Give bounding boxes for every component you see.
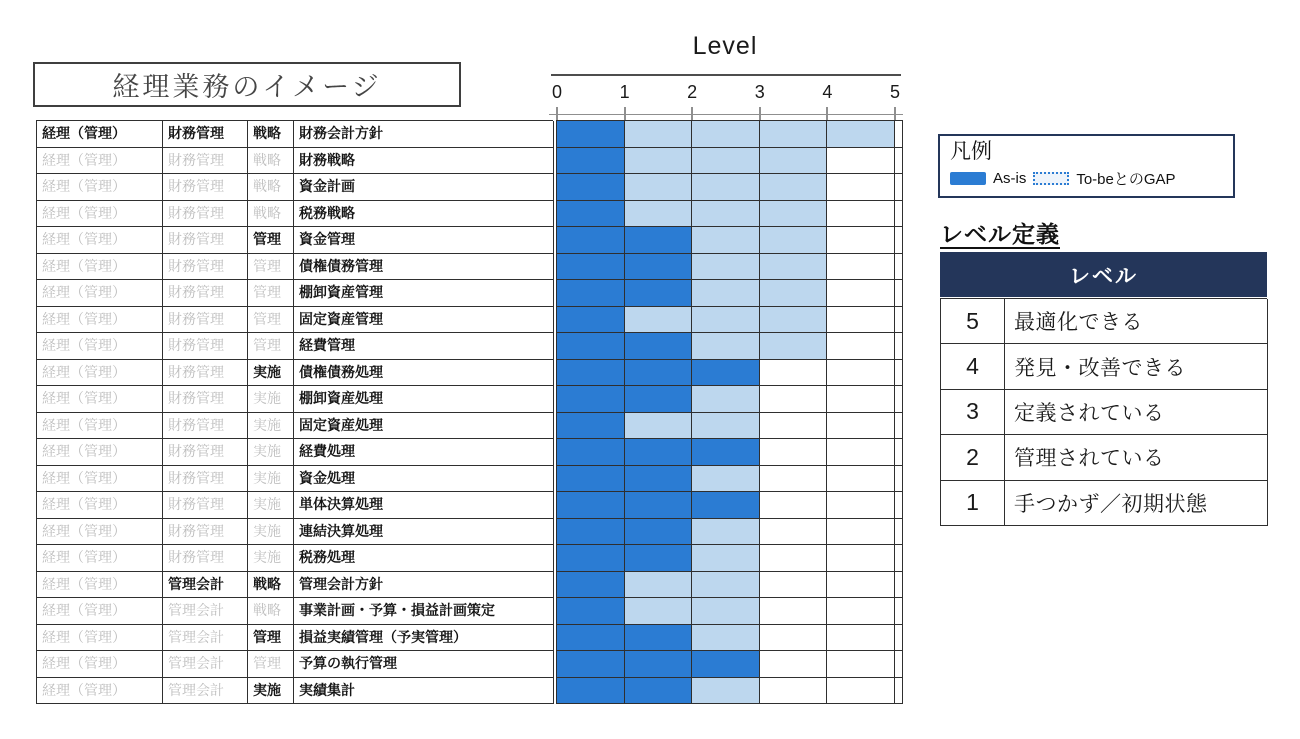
- table-cell-layer: 管理: [248, 307, 294, 334]
- to-be-gap-bar: [624, 174, 827, 200]
- table-cell-task: 資金処理: [294, 466, 554, 493]
- table-cell-layer: 実施: [248, 545, 294, 572]
- table-cell-dept: 経理（管理）: [37, 519, 163, 546]
- table-cell-layer: 実施: [248, 360, 294, 387]
- chart-row: [556, 201, 903, 228]
- legend-items: [950, 168, 1223, 189]
- table-cell-dept: 経理（管理）: [37, 466, 163, 493]
- axis-tick-label: 3: [754, 82, 765, 102]
- as-is-bar: [556, 651, 759, 677]
- axis-tick-mark: [691, 107, 693, 120]
- to-be-gap-bar: [691, 519, 759, 545]
- axis-tick-mark: [624, 107, 626, 120]
- chart-row: [556, 413, 903, 440]
- table-cell-dept: 経理（管理）: [37, 227, 163, 254]
- chart-axis-tick-line: [549, 114, 903, 115]
- as-is-bar: [556, 492, 759, 518]
- level-number: 5: [941, 299, 1005, 344]
- page-title-box: [33, 62, 461, 107]
- level-number: 2: [941, 435, 1005, 480]
- axis-tick-mark: [826, 107, 828, 120]
- chart-row: [556, 227, 903, 254]
- table-cell-division: 財務管理: [163, 254, 248, 281]
- level-definition-heading: レベル定義: [940, 221, 1060, 247]
- as-is-bar: [556, 598, 624, 624]
- table-cell-task: 実績集計: [294, 678, 554, 705]
- axis-tick-label: 4: [822, 82, 833, 102]
- table-cell-dept: 経理（管理）: [37, 678, 163, 705]
- table-cell-division: 財務管理: [163, 148, 248, 175]
- table-cell-division: 財務管理: [163, 413, 248, 440]
- table-cell-dept: 経理（管理）: [37, 280, 163, 307]
- axis-tick-mark: [556, 107, 558, 120]
- level-label: 定義されている: [1005, 390, 1268, 435]
- chart-row: [556, 280, 903, 307]
- table-cell-task: 財務戦略: [294, 148, 554, 175]
- table-cell-dept: 経理（管理）: [37, 439, 163, 466]
- as-is-bar: [556, 413, 624, 439]
- to-be-gap-bar: [624, 201, 827, 227]
- table-cell-dept: 経理（管理）: [37, 492, 163, 519]
- table-cell-task: 財務会計方針: [294, 121, 554, 148]
- table-cell-layer: 管理: [248, 625, 294, 652]
- table-cell-division: 管理会計: [163, 678, 248, 705]
- chart-row: [556, 545, 903, 572]
- as-is-bar: [556, 439, 759, 465]
- level-label: 手つかず／初期状態: [1005, 481, 1268, 526]
- to-be-gap-bar: [691, 545, 759, 571]
- table-cell-layer: 管理: [248, 651, 294, 678]
- chart-row: [556, 651, 903, 678]
- chart-grid-line: [759, 121, 760, 704]
- table-cell-dept: 経理（管理）: [37, 598, 163, 625]
- table-cell-layer: 戦略: [248, 121, 294, 148]
- table-cell-division: 財務管理: [163, 201, 248, 228]
- level-number: 1: [941, 481, 1005, 526]
- as-is-bar: [556, 360, 759, 386]
- table-cell-task: 固定資産管理: [294, 307, 554, 334]
- table-cell-layer: 実施: [248, 492, 294, 519]
- chart-grid-line: [894, 121, 895, 704]
- table-cell-task: 債権債務処理: [294, 360, 554, 387]
- chart-row: [556, 466, 903, 493]
- table-cell-task: 管理会計方針: [294, 572, 554, 599]
- table-cell-dept: 経理（管理）: [37, 148, 163, 175]
- table-cell-division: 管理会計: [163, 651, 248, 678]
- table-cell-division: 財務管理: [163, 439, 248, 466]
- to-be-gap-bar: [691, 466, 759, 492]
- chart-row: [556, 386, 903, 413]
- table-cell-dept: 経理（管理）: [37, 333, 163, 360]
- chart-grid-line: [826, 121, 827, 704]
- as-is-bar: [556, 307, 624, 333]
- chart-grid-line: [691, 121, 692, 704]
- chart-row: [556, 307, 903, 334]
- table-cell-task: 資金計画: [294, 174, 554, 201]
- to-be-gap-bar: [691, 386, 759, 412]
- table-cell-layer: 戦略: [248, 572, 294, 599]
- axis-tick-label: 2: [687, 82, 698, 102]
- level-label: 発見・改善できる: [1005, 344, 1268, 389]
- table-cell-layer: 実施: [248, 413, 294, 440]
- table-cell-division: 財務管理: [163, 227, 248, 254]
- as-is-bar: [556, 201, 624, 227]
- level-label: 管理されている: [1005, 435, 1268, 480]
- table-cell-division: 財務管理: [163, 519, 248, 546]
- axis-tick-label: 5: [889, 82, 900, 102]
- level-number: 3: [941, 390, 1005, 435]
- table-cell-division: 財務管理: [163, 545, 248, 572]
- table-cell-task: 棚卸資産処理: [294, 386, 554, 413]
- level-definition-table: [940, 252, 1267, 526]
- table-cell-dept: 経理（管理）: [37, 625, 163, 652]
- chart-row: [556, 121, 903, 148]
- table-cell-task: 損益実績管理（予実管理）: [294, 625, 554, 652]
- table-cell-division: 財務管理: [163, 280, 248, 307]
- chart-row: [556, 333, 903, 360]
- as-is-bar: [556, 121, 624, 147]
- as-is-bar: [556, 148, 624, 174]
- table-cell-layer: 実施: [248, 678, 294, 705]
- table-cell-division: 管理会計: [163, 598, 248, 625]
- chart-axis-line: [551, 74, 901, 76]
- axis-tick-mark: [759, 107, 761, 120]
- table-cell-layer: 実施: [248, 439, 294, 466]
- to-be-gap-bar: [624, 148, 827, 174]
- table-cell-dept: 経理（管理）: [37, 651, 163, 678]
- chart-row: [556, 572, 903, 599]
- table-cell-dept: 経理（管理）: [37, 386, 163, 413]
- table-cell-layer: 管理: [248, 227, 294, 254]
- chart-row: [556, 254, 903, 281]
- table-cell-layer: 実施: [248, 386, 294, 413]
- table-cell-division: 財務管理: [163, 174, 248, 201]
- table-cell-dept: 経理（管理）: [37, 545, 163, 572]
- as-is-label: As-is: [993, 170, 1027, 187]
- table-cell-dept: 経理（管理）: [37, 174, 163, 201]
- chart-row: [556, 439, 903, 466]
- table-cell-task: 棚卸資産管理: [294, 280, 554, 307]
- chart-axis-title: Level: [692, 32, 758, 60]
- legend-title: 凡例: [950, 140, 992, 163]
- chart-row: [556, 148, 903, 175]
- to-be-gap-bar: [691, 625, 759, 651]
- legend-box: [938, 134, 1235, 198]
- as-is-bar: [556, 572, 624, 598]
- table-cell-dept: 経理（管理）: [37, 254, 163, 281]
- level-number: 4: [941, 344, 1005, 389]
- table-cell-division: 管理会計: [163, 625, 248, 652]
- table-cell-task: 予算の執行管理: [294, 651, 554, 678]
- to-be-gap-swatch: [1033, 172, 1069, 185]
- table-cell-layer: 実施: [248, 519, 294, 546]
- to-be-gap-label: To-beとのGAP: [1076, 171, 1176, 188]
- chart-grid-line: [624, 121, 625, 704]
- table-cell-division: 財務管理: [163, 360, 248, 387]
- table-cell-division: 財務管理: [163, 121, 248, 148]
- task-table: [36, 120, 553, 704]
- table-cell-task: 固定資産処理: [294, 413, 554, 440]
- table-cell-division: 財務管理: [163, 307, 248, 334]
- axis-tick-mark: [894, 107, 896, 120]
- table-cell-task: 単体決算処理: [294, 492, 554, 519]
- chart-row: [556, 625, 903, 652]
- table-cell-layer: 戦略: [248, 201, 294, 228]
- table-cell-task: 経費処理: [294, 439, 554, 466]
- table-cell-task: 資金管理: [294, 227, 554, 254]
- table-cell-dept: 経理（管理）: [37, 121, 163, 148]
- axis-tick-label: 1: [619, 82, 630, 102]
- table-cell-dept: 経理（管理）: [37, 360, 163, 387]
- table-cell-division: 管理会計: [163, 572, 248, 599]
- table-cell-task: 税務処理: [294, 545, 554, 572]
- table-cell-dept: 経理（管理）: [37, 572, 163, 599]
- table-cell-dept: 経理（管理）: [37, 413, 163, 440]
- to-be-gap-bar: [624, 307, 827, 333]
- table-cell-layer: 戦略: [248, 598, 294, 625]
- as-is-bar: [556, 174, 624, 200]
- level-label: 最適化できる: [1005, 299, 1268, 344]
- table-cell-layer: 管理: [248, 254, 294, 281]
- table-cell-task: 連結決算処理: [294, 519, 554, 546]
- chart-row: [556, 598, 903, 625]
- chart-row: [556, 360, 903, 387]
- table-cell-division: 財務管理: [163, 466, 248, 493]
- level-table-header: レベル: [940, 252, 1267, 297]
- level-table-rows: [940, 298, 1267, 526]
- table-cell-task: 債権債務管理: [294, 254, 554, 281]
- table-cell-layer: 戦略: [248, 148, 294, 175]
- chart-row: [556, 519, 903, 546]
- table-cell-dept: 経理（管理）: [37, 307, 163, 334]
- chart-row: [556, 492, 903, 519]
- page-title: 経理業務のイメージ: [112, 72, 382, 102]
- table-cell-layer: 管理: [248, 333, 294, 360]
- level-bar-chart: [556, 120, 903, 704]
- table-cell-task: 事業計画・予算・損益計画策定: [294, 598, 554, 625]
- table-cell-task: 経費管理: [294, 333, 554, 360]
- table-cell-division: 財務管理: [163, 492, 248, 519]
- table-cell-division: 財務管理: [163, 386, 248, 413]
- table-cell-dept: 経理（管理）: [37, 201, 163, 228]
- chart-grid-line: [556, 121, 557, 704]
- table-cell-layer: 戦略: [248, 174, 294, 201]
- chart-row: [556, 678, 903, 705]
- table-cell-layer: 管理: [248, 280, 294, 307]
- table-cell-layer: 実施: [248, 466, 294, 493]
- as-is-swatch: [950, 172, 986, 185]
- table-cell-division: 財務管理: [163, 333, 248, 360]
- chart-row: [556, 174, 903, 201]
- to-be-gap-bar: [691, 678, 759, 704]
- table-cell-task: 税務戦略: [294, 201, 554, 228]
- axis-tick-label: 0: [551, 82, 562, 102]
- chart-grid-line: [902, 121, 903, 704]
